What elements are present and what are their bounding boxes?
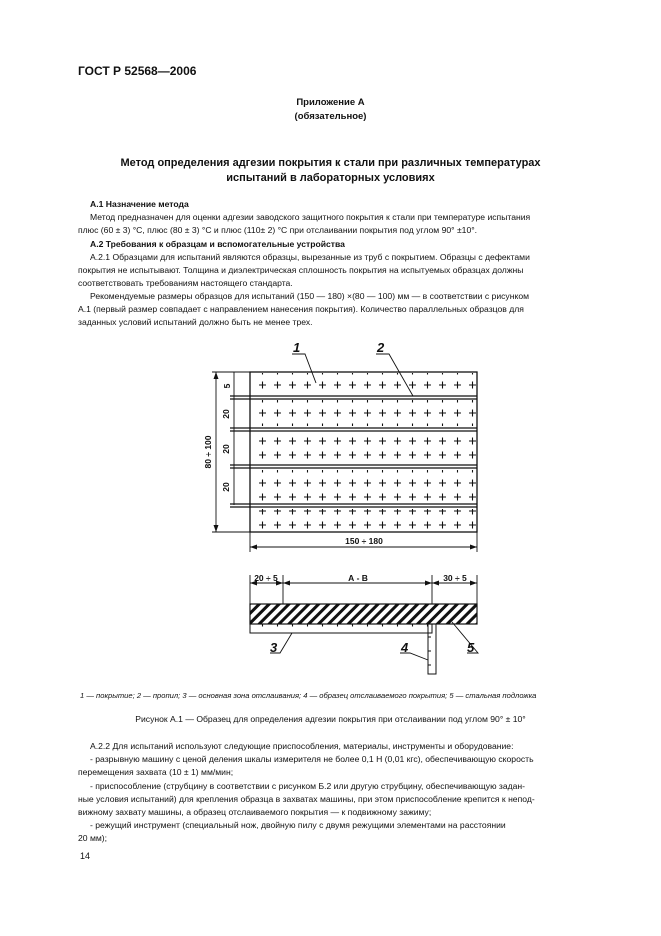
section-a22-text <box>78 740 615 846</box>
dim-left-end: 20 ÷ 5 <box>254 573 278 583</box>
appendix-title: Приложение А <box>296 97 365 108</box>
paragraph-line: - разрывную машину с ценой деления шкалы измерителя не более 0,1 Н (0,01 кгс), обеспечивающую скорость <box>90 754 534 765</box>
dim-strip: 20 <box>221 409 231 419</box>
dim-top: 5 <box>222 383 232 389</box>
paragraph-line: Метод предназначен для оценки адгезии заводского защитного покрытия к стали при температуре испытания <box>90 212 531 222</box>
paragraph-line: ные условия испытаний) для крепления образца в захватах машины, при этом приспособление крепится к непод- <box>78 793 535 804</box>
paragraph-line: А.2.2 Для испытаний используют следующие приспособления, материалы, инструменты и оборудование: <box>90 741 514 751</box>
coating-layer <box>250 624 432 633</box>
document-header: ГОСТ Р 52568—2006 <box>78 64 197 78</box>
dim-strip: 20 <box>221 482 231 492</box>
figure-caption: Рисунок А.1 — Образец для определения адгезии покрытия при отслаивании под углом 90° ± 10° <box>135 714 526 724</box>
coating-strip <box>251 509 476 531</box>
steel-substrate <box>250 604 477 624</box>
dim-height: 80 ÷ 100 <box>203 435 213 469</box>
paragraph-line: перемещения захвата (10 ± 1) мм/мин; <box>78 767 234 778</box>
callout-1: 1 <box>293 340 301 355</box>
dim-middle: А - В <box>348 573 368 583</box>
sample-side-view <box>250 573 478 674</box>
section-a1-heading: А.1 Назначение метода <box>90 199 189 209</box>
page-number: 14 <box>80 851 91 861</box>
paragraph-line: - приспособление (струбцину в соответствии с рисунком Б.2 или другую струбцину, обеспечивающую задан- <box>90 780 526 791</box>
paragraph-line: соответствовать требованиям настоящего стандарта. <box>78 278 293 289</box>
callout-4: 4 <box>401 640 409 655</box>
method-title-line: Метод определения адгезии покрытия к стали при различных температурах <box>120 157 541 169</box>
coating-strip <box>251 470 476 503</box>
sample-top-view <box>203 340 477 552</box>
coating-strip <box>251 400 476 426</box>
paragraph-line: заданных условий испытаний должно быть не менее трех. <box>78 317 313 328</box>
callout-3: 3 <box>270 640 278 655</box>
dim-right-end: 30 ÷ 5 <box>443 573 467 583</box>
paragraph-line: А.2.1 Образцами для испытаний являются образцы, вырезанные из труб с покрытием. Образцы с дефектами <box>90 252 530 262</box>
callout-5: 5 <box>467 640 475 655</box>
appendix-subtitle: (обязательное) <box>294 111 367 122</box>
paragraph-line: покрытия не испытывают. Толщина и диэлектрическая сплошность покрытия на испытуемых образцах должны <box>78 265 524 276</box>
paragraph-line: плюс (60 ± 3) °С, плюс (80 ± 3) °С и плюс (110± 2) °С при отслаивании покрытия под углом 90° ±10°. <box>78 225 478 236</box>
paragraph-line: А.1 (первый размер совпадает с направлением нанесения покрытия). Количество параллельных образцов для <box>78 304 524 315</box>
paragraph-line: Рекомендуемые размеры образцов для испытаний (150 — 180) ×(80 — 100) мм — в соответствии с рисунком <box>90 291 530 301</box>
paragraph-line: вижному захвату машины, а образец отслаиваемого покрытия — к подвижному зажиму; <box>78 807 432 818</box>
method-title-line: испытаний в лабораторных условиях <box>226 172 435 184</box>
dim-width: 150 ÷ 180 <box>345 536 383 546</box>
dim-strip: 20 <box>221 444 231 454</box>
paragraph-line: - режущий инструмент (специальный нож, двойную пилу с двумя режущими элементами на расстоянии <box>90 820 506 831</box>
peeled-coating <box>428 624 436 674</box>
callout-2: 2 <box>377 340 385 355</box>
figure-legend: 1 — покрытие; 2 — пропил; 3 — основная зона отслаивания; 4 — образец отслаиваемого покрытия; 5 — стальная подложка <box>80 691 537 700</box>
paragraph-line: 20 мм); <box>78 833 108 844</box>
section-a2-heading: А.2 Требования к образцам и вспомогательные устройства <box>90 239 345 249</box>
coating-strip <box>251 433 476 464</box>
coating-strip <box>251 373 476 395</box>
